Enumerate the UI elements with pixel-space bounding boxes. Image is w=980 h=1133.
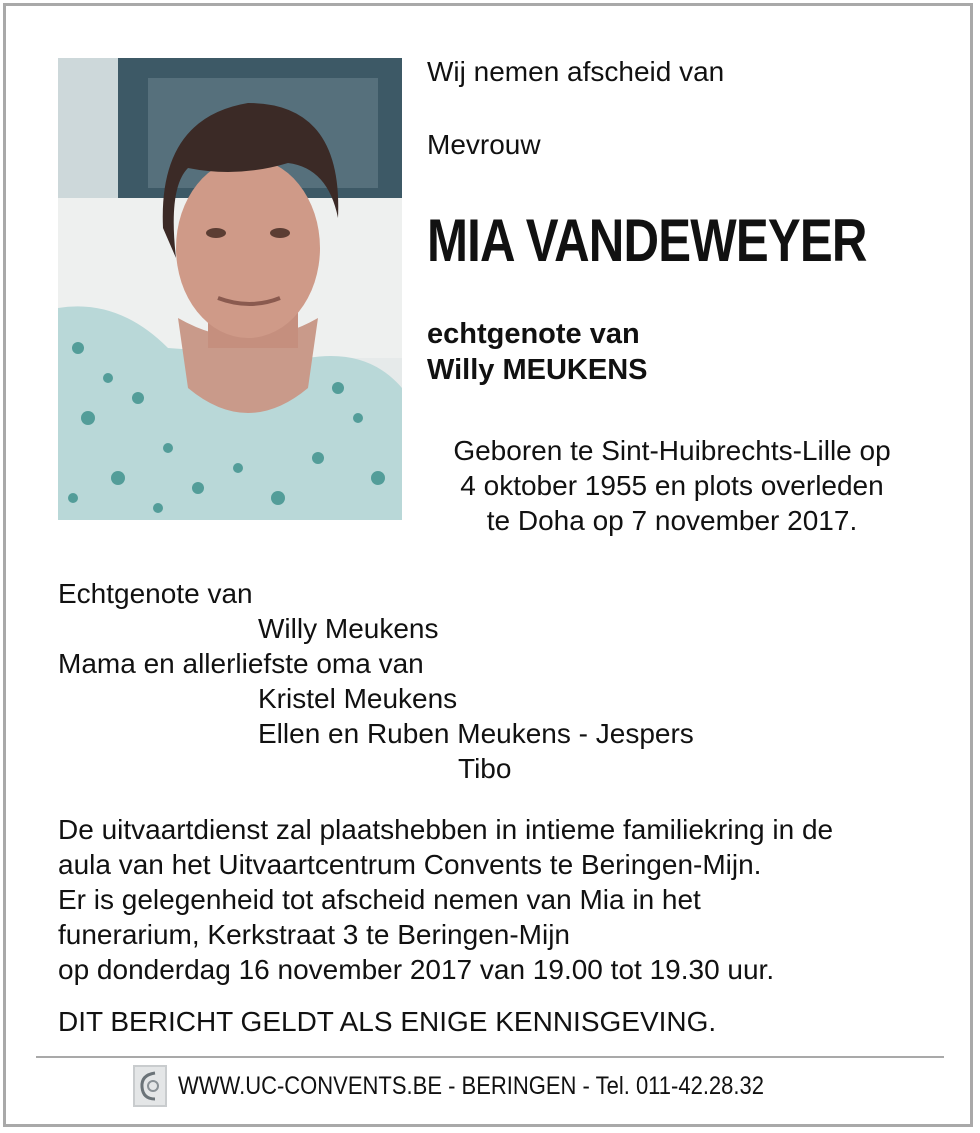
- service-info: [58, 812, 833, 987]
- service-line-3: Er is gelegenheid tot afscheid nemen van Mia in het: [58, 884, 701, 915]
- family-label-spouse: Echtgenote van: [58, 578, 253, 609]
- service-line-5: op donderdag 16 november 2017 van 19.00 tot 19.30 uur.: [58, 954, 775, 985]
- family-label-children: Mama en allerliefste oma van: [58, 648, 424, 679]
- deceased-name: MIA VANDEWEYER: [427, 207, 867, 274]
- family-child: Kristel Meukens: [258, 683, 458, 714]
- birth-line-1: Geboren te Sint-Huibrechts-Lille op: [453, 435, 891, 466]
- family-greatgrandchild: Tibo: [458, 753, 512, 784]
- service-line-1: De uitvaartdienst zal plaatshebben in intieme familiekring in de: [58, 814, 834, 845]
- family-spouse-name: Willy Meukens: [258, 613, 439, 644]
- notice-text: DIT BERICHT GELDT ALS ENIGE KENNISGEVING.: [58, 1006, 717, 1037]
- service-line-2: aula van het Uitvaartcentrum Convents te Beringen-Mijn.: [58, 849, 762, 880]
- spouse-label: echtgenote van: [427, 318, 640, 350]
- title-mevrouw: Mevrouw: [427, 129, 541, 160]
- birth-line-3: te Doha op 7 november 2017.: [486, 505, 858, 536]
- portrait-photo: [58, 58, 402, 520]
- footer-divider: [36, 1056, 944, 1058]
- intro-text: Wij nemen afscheid van: [427, 56, 725, 87]
- family-list: [58, 576, 694, 786]
- spouse-name: Willy MEUKENS: [427, 354, 648, 386]
- spouse-block: [427, 316, 648, 388]
- footer-contact: WWW.UC-CONVENTS.BE - BERINGEN - Tel. 011-42.28.32: [178, 1072, 764, 1100]
- family-grandchildren: Ellen en Ruben Meukens - Jespers: [258, 718, 694, 749]
- service-line-4: funerarium, Kerkstraat 3 te Beringen-Mijn: [58, 919, 570, 950]
- birth-line-2: 4 oktober 1955 en plots overleden: [460, 470, 884, 501]
- birth-death-text: [427, 433, 917, 538]
- uc-convents-logo-icon: [133, 1065, 167, 1107]
